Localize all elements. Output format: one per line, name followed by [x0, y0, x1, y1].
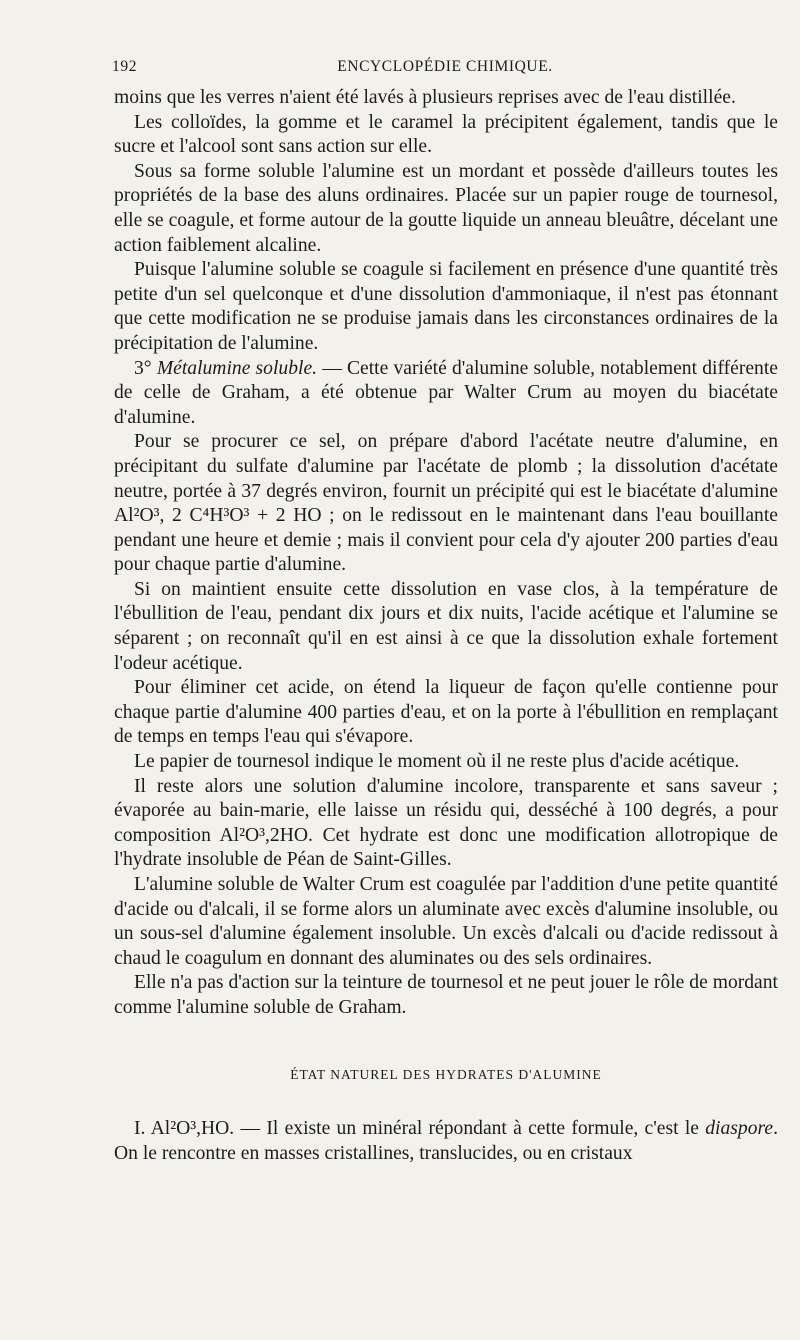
- paragraph: Pour éliminer cet acide, on étend la liqueur de façon qu'elle contienne pour chaque partie d'alumine 400 parties d'eau, et on la porte à l'ébullition en remplaçant de temps en temps l'eau qui s'évapore.: [114, 677, 778, 748]
- item-text: . On le rencontre en masses cristallines, translucides, ou en cristaux: [114, 1118, 778, 1164]
- paragraph: Puisque l'alumine soluble se coagule si facilement en présence d'une quantité très petite d'un sel quelconque et d'une dissolution d'ammoniaque, il n'est pas étonnant que cette modification ne se produise jamais dans les circonstances ordinaires de la précipitation de l'alumine.: [114, 259, 778, 354]
- page-number: 192: [112, 58, 138, 75]
- paragraph: moins que les verres n'aient été lavés à plusieurs reprises avec de l'eau distillée.: [114, 87, 736, 108]
- paragraph-metalumine: [114, 357, 778, 431]
- body-text: [114, 86, 778, 1166]
- paragraph-diaspore: [114, 1117, 778, 1166]
- running-title: ENCYCLOPÉDIE CHIMIQUE.: [337, 58, 553, 75]
- paragraph: Si on maintient ensuite cette dissolution en vase clos, à la température de l'ébullition de l'eau, pendant dix jours et dix nuits, l'acide acétique et l'alumine se séparent ; on reconnaît qu'il en est ainsi à ce que la dissolution exhale fortement l'odeur acétique.: [114, 578, 778, 674]
- item-title: Métalumine soluble.: [156, 357, 318, 379]
- running-header: [112, 58, 778, 82]
- paragraph: Le papier de tournesol indique le moment où il ne reste plus d'acide acétique.: [134, 751, 740, 773]
- mineral-name: diaspore: [705, 1118, 774, 1140]
- section-heading: ÉTAT NATUREL DES HYDRATES D'ALUMINE: [290, 1066, 602, 1082]
- paragraph: Sous sa forme soluble l'alumine est un mordant et possède d'ailleurs toutes les propriétés de la base des aluns ordinaires. Placée sur un papier rouge de tournesol, elle se coagule, et forme autour de la goutte liquide un anneau bleuâtre, décelant une action faiblement alcaline.: [114, 160, 778, 256]
- paragraph: Il reste alors une solution d'alumine incolore, transparente et sans saveur ; évaporée au bain-marie, elle laisse un résidu qui, desséché à 100 degrés, a pour composition Al²O³,2HO. Cet hydrate est donc une modification allotropique de l'hydrate insoluble de Péan de Saint-Gilles.: [114, 775, 778, 871]
- item-number: 3°: [134, 357, 152, 379]
- paragraph: Les colloïdes, la gomme et le caramel la précipitent également, tandis que le sucre et l'alcool sont sans action sur elle.: [114, 111, 778, 158]
- paragraph: Elle n'a pas d'action sur la teinture de tournesol et ne peut jouer le rôle de mordant comme l'alumine soluble de Graham.: [114, 972, 778, 1018]
- paragraph: L'alumine soluble de Walter Crum est coagulée par l'addition d'une petite quantité d'acide ou d'alcali, il se forme alors un aluminate avec excès d'alumine insoluble, ou un sous-sel d'alumine également insoluble. Un excès d'alcali ou d'acide redissout à chaud le coagulum en donnant des aluminates ou des sels ordinaires.: [114, 874, 778, 969]
- item-text: — Cette variété d'alumine soluble, notablement différente de celle de Graham, a été obtenue par Walter Crum au moyen du biacétate d'alumine.: [114, 357, 778, 428]
- paragraph: Pour se procurer ce sel, on prépare d'abord l'acétate neutre d'alumine, en précipitant du sulfate d'alumine par l'acétate de plomb ; la dissolution d'acétate neutre, portée à 37 degrés environ, fournit un précipité qui est le biacétate d'alumine Al²O³, 2 C⁴H³O³ + 2 HO ; on le redissout en le maintenant dans l'eau bouillante pendant une heure et demie ; mais il convient pour cela d'y ajouter 200 parties d'eau pour chaque partie d'alumine.: [114, 431, 778, 576]
- item-lead: I. Al²O³,HO. — Il existe un minéral répondant à cette formule, c'est le: [134, 1118, 706, 1140]
